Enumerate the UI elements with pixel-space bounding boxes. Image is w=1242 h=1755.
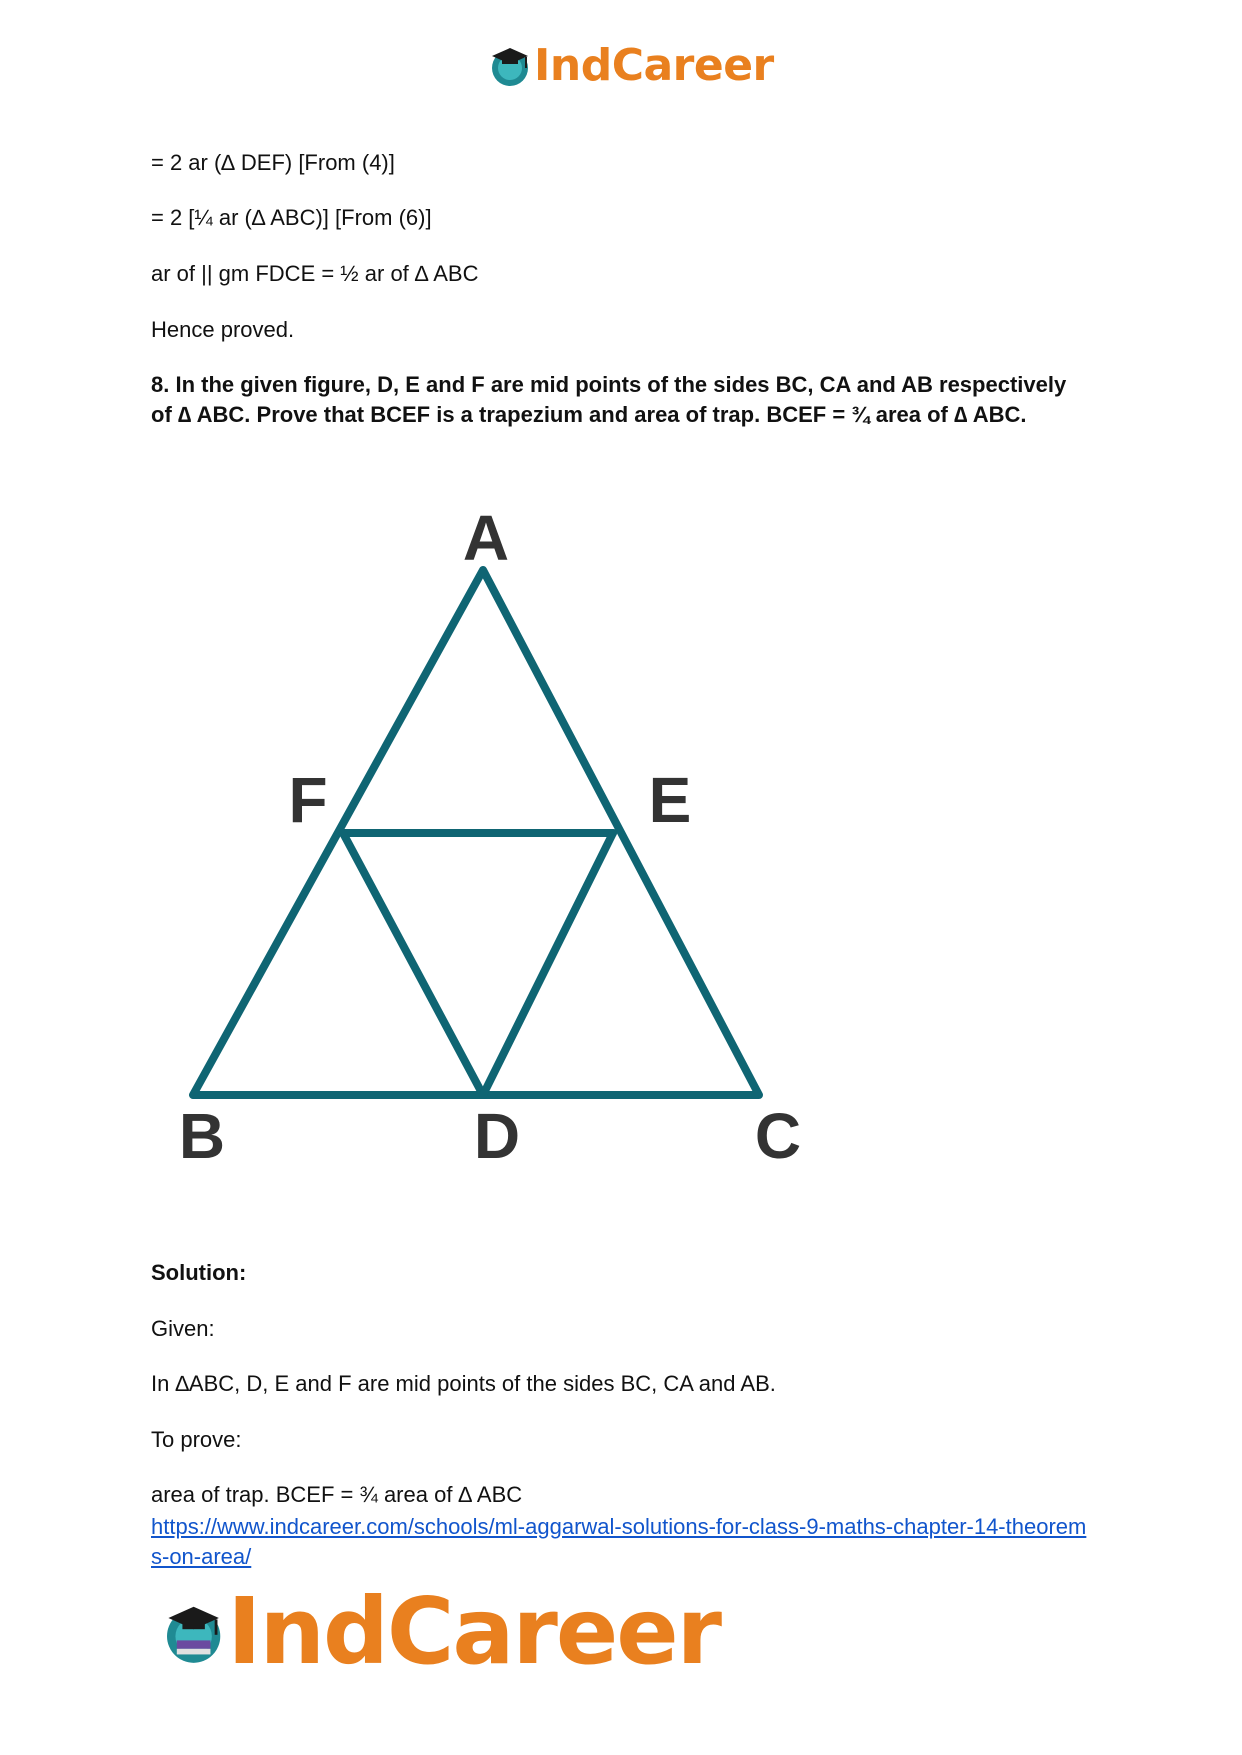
solution-heading: Solution: <box>151 1260 247 1285</box>
vertex-label-d: D <box>473 1100 521 1172</box>
indcareer-logo-header <box>486 38 776 94</box>
segment-ed <box>483 833 613 1095</box>
vertex-label-c: C <box>754 1100 802 1172</box>
logo-wordmark-footer: IndCareer <box>227 1578 720 1685</box>
given-label: Given: <box>151 1316 215 1341</box>
proof-line-1: = 2 ar (∆ DEF) [From (4)] <box>151 150 395 175</box>
question-8: 8. In the given figure, D, E and F are mid points of the sides BC, CA and AB respectively of ∆ ABC. Prove that BCEF is a trapezium and area of trap. BCEF = ¾ area of ∆ ABC. <box>151 372 1067 427</box>
source-link[interactable]: https://www.indcareer.com/schools/ml-aggarwal-solutions-for-class-9-maths-chapter-14-theorems-on-area/ <box>151 1514 1087 1569</box>
indcareer-logo-footer <box>160 1578 720 1685</box>
given-text: In ∆ABC, D, E and F are mid points of the sides BC, CA and AB. <box>151 1371 776 1396</box>
vertex-label-f: F <box>288 764 328 836</box>
graduation-cap-globe-icon <box>160 1588 227 1676</box>
vertex-label-a: A <box>462 502 510 574</box>
to-prove-label: To prove: <box>151 1427 242 1452</box>
proof-line-2: = 2 [¼ ar (∆ ABC)] [From (6)] <box>151 205 432 230</box>
to-prove-text: area of trap. BCEF = ¾ area of ∆ ABC <box>151 1482 523 1507</box>
logo-wordmark: IndCareer <box>534 40 774 91</box>
vertex-label-e: E <box>648 764 692 836</box>
graduation-cap-globe-icon <box>486 42 534 90</box>
segment-fd <box>343 833 483 1095</box>
proof-line-3: ar of || gm FDCE = ½ ar of ∆ ABC <box>151 261 479 286</box>
vertex-label-b: B <box>178 1100 226 1172</box>
triangle-figure <box>160 490 840 1190</box>
proof-conclusion: Hence proved. <box>151 317 295 342</box>
